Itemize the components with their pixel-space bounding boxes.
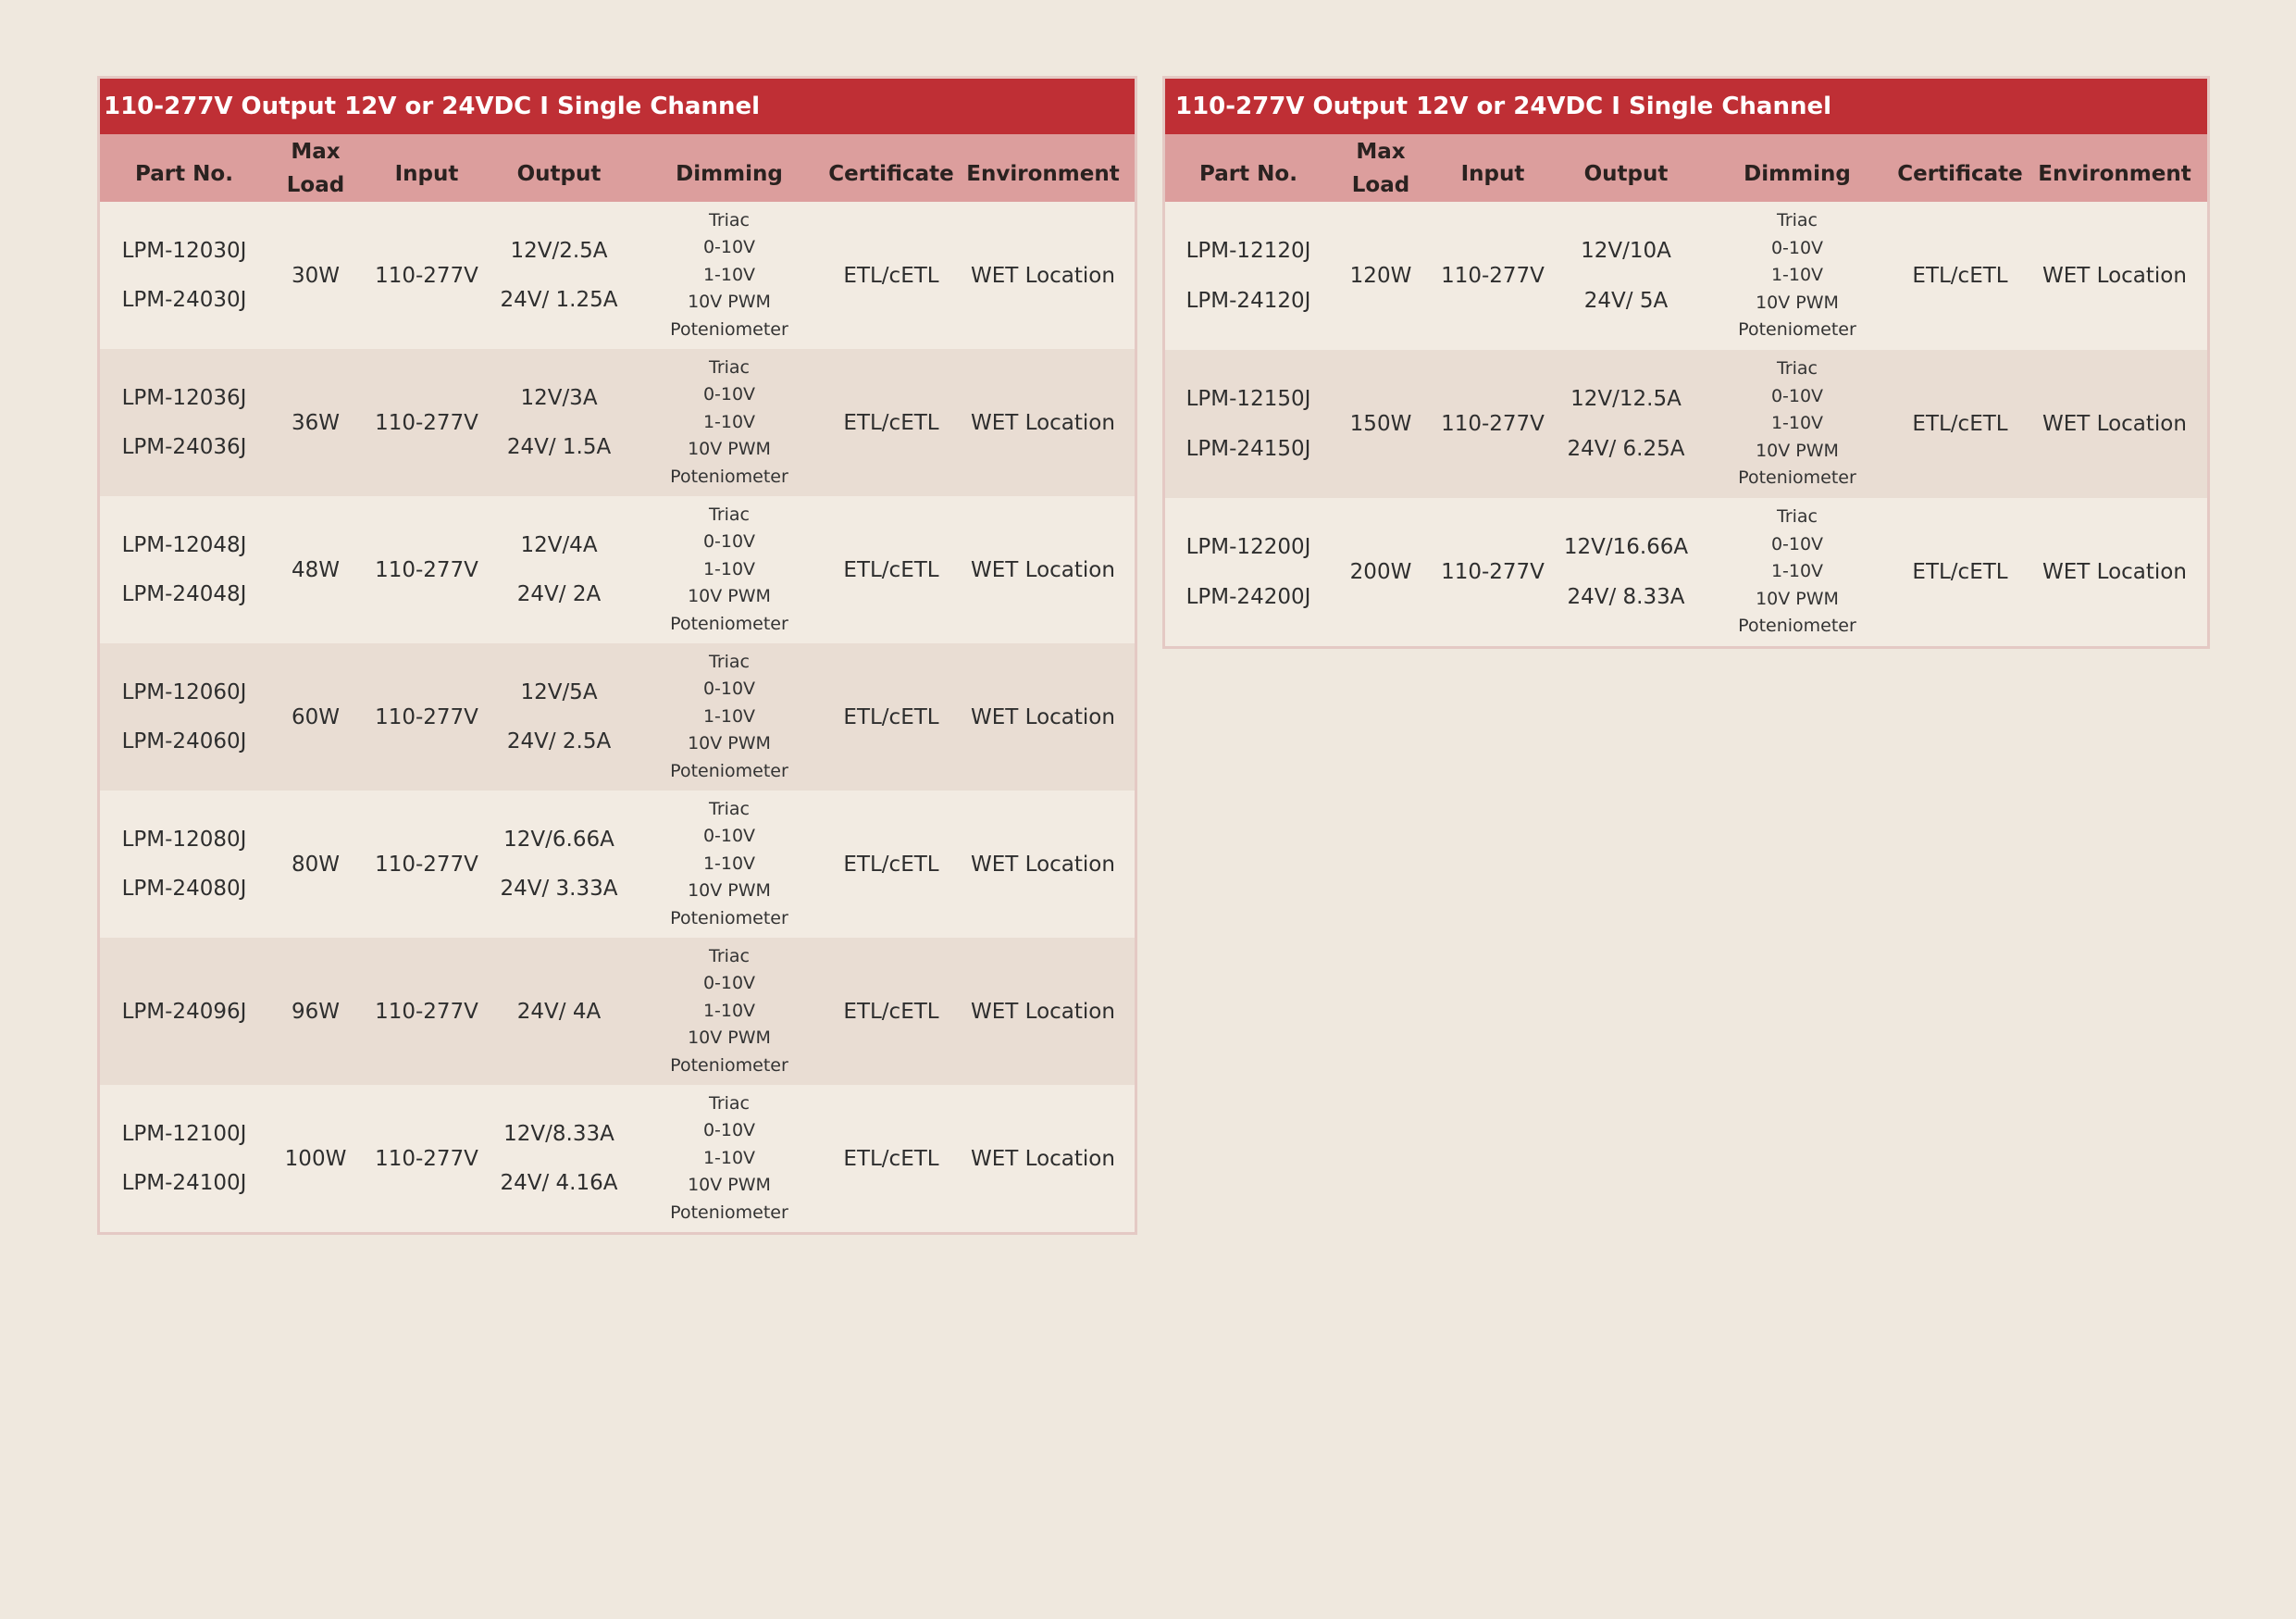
environment-cell: WET Location [2042, 412, 2187, 436]
dimming-option: 0-10V [702, 1120, 756, 1141]
part-no: LPM-24048J [121, 582, 247, 607]
dimming-option: 0-10V [702, 973, 756, 994]
table-row [100, 202, 1135, 349]
output-cell [490, 1085, 627, 1232]
table-header-row [1165, 134, 2207, 202]
part-no: LPM-12048J [121, 532, 247, 557]
certificate-cell: ETL/cETL [1912, 264, 2008, 288]
environment-cell: WET Location [971, 704, 1115, 729]
dimming-option: 10V PWM [688, 1175, 771, 1196]
dimming-option: Poteniometer [670, 1054, 788, 1076]
output-cell [490, 791, 627, 938]
part-no-cell [100, 1085, 268, 1232]
output-cell [1556, 498, 1696, 646]
dimming-option: 10V PWM [688, 880, 771, 902]
header-dimming: Dimming [1744, 161, 1851, 186]
part-no-cell [1165, 350, 1332, 498]
table-row [100, 643, 1135, 791]
part-no: LPM-12030J [121, 238, 247, 263]
input-cell: 110-277V [375, 1146, 478, 1171]
dimming-option: 10V PWM [688, 1027, 771, 1049]
environment-cell: WET Location [971, 1146, 1115, 1171]
max-load-cell: 150W [1349, 412, 1412, 436]
dimming-option: 0-10V [1770, 533, 1824, 554]
output-value: 12V/16.66A [1563, 535, 1689, 559]
header-input: Input [1460, 161, 1525, 186]
dimming-option: 1-10V [1770, 413, 1824, 434]
dimming-cell [627, 1085, 831, 1232]
output-value: 24V/ 6.25A [1567, 437, 1685, 461]
output-value: 12V/5A [520, 679, 598, 704]
output-cell [490, 643, 627, 791]
output-value: 24V/ 4.16A [500, 1171, 618, 1196]
header-dimming: Dimming [676, 161, 783, 186]
table-header-row [100, 134, 1135, 202]
output-value: 12V/12.5A [1570, 387, 1682, 411]
header-input: Input [394, 161, 459, 186]
part-no: LPM-24150J [1185, 437, 1311, 461]
dimming-option: 1-10V [702, 705, 756, 727]
output-cell [490, 349, 627, 496]
dimming-option: Triac [709, 945, 750, 966]
dimming-cell [627, 643, 831, 791]
dimming-option: 0-10V [702, 237, 756, 258]
part-no-cell [1165, 202, 1332, 350]
part-no: LPM-12036J [121, 385, 247, 410]
certificate-cell: ETL/cETL [1912, 412, 2008, 436]
certificate-cell: ETL/cETL [843, 410, 939, 435]
part-no: LPM-24200J [1185, 585, 1311, 609]
dimming-option: 1-10V [702, 411, 756, 432]
dimming-option: 10V PWM [1756, 440, 1839, 461]
table-row [1165, 350, 2207, 498]
dimming-option: Triac [1777, 210, 1818, 231]
max-load-cell: 96W [291, 999, 340, 1024]
dimming-cell [627, 349, 831, 496]
header-max-load-line2: Load [286, 172, 345, 197]
dimming-cell [627, 791, 831, 938]
dimming-option: 10V PWM [688, 439, 771, 460]
dimming-option: Triac [709, 504, 750, 525]
part-no-cell [100, 938, 268, 1085]
input-cell: 110-277V [1441, 264, 1545, 288]
input-cell: 110-277V [1441, 412, 1545, 436]
output-value: 24V/ 2A [516, 582, 602, 607]
output-value: 12V/3A [520, 385, 598, 410]
output-value: 24V/ 2.5A [506, 729, 612, 754]
dimming-cell [1696, 350, 1898, 498]
part-no: LPM-24096J [121, 999, 247, 1024]
spec-table-left [97, 76, 1137, 1235]
dimming-option: 0-10V [702, 679, 756, 700]
header-part-no: Part No. [135, 161, 233, 186]
part-no: LPM-24030J [121, 288, 247, 313]
table-title: 110-277V Output 12V or 24VDC I Single Channel [100, 79, 1135, 134]
dimming-option: Poteniometer [670, 1202, 788, 1223]
output-value: 24V/ 4A [516, 999, 602, 1024]
output-value: 24V/ 8.33A [1567, 585, 1685, 609]
header-max-load-line1: Max [291, 139, 341, 164]
dimming-option: 0-10V [702, 531, 756, 553]
dimming-option: Poteniometer [670, 760, 788, 781]
max-load-cell: 30W [291, 263, 340, 288]
input-cell: 110-277V [375, 557, 478, 582]
part-no: LPM-24060J [121, 729, 247, 754]
output-value: 24V/ 1.5A [506, 435, 612, 460]
dimming-option: 1-10V [702, 264, 756, 285]
dimming-option: 1-10V [1770, 265, 1824, 286]
dimming-option: 1-10V [702, 1000, 756, 1021]
dimming-option: Poteniometer [670, 613, 788, 634]
dimming-option: 1-10V [1770, 561, 1824, 582]
dimming-cell [1696, 202, 1898, 350]
dimming-option: 0-10V [702, 384, 756, 405]
part-no-cell [1165, 498, 1332, 646]
header-max-load [1332, 134, 1430, 202]
max-load-cell: 100W [284, 1146, 347, 1171]
dimming-option: Triac [709, 651, 750, 672]
dimming-option: 10V PWM [1756, 292, 1839, 313]
spec-table-right [1162, 76, 2210, 649]
dimming-cell [627, 938, 831, 1085]
input-cell: 110-277V [375, 410, 478, 435]
part-no: LPM-24036J [121, 435, 247, 460]
header-environment: Environment [2038, 161, 2191, 186]
part-no: LPM-12060J [121, 679, 247, 704]
part-no: LPM-12080J [121, 827, 247, 852]
table-row [100, 349, 1135, 496]
header-max-load-line1: Max [1356, 139, 1406, 164]
dimming-cell [1696, 498, 1898, 646]
dimming-option: Poteniometer [1738, 467, 1856, 489]
dimming-option: 0-10V [702, 826, 756, 847]
output-value: 24V/ 5A [1583, 289, 1669, 313]
dimming-option: 0-10V [1770, 385, 1824, 406]
environment-cell: WET Location [971, 263, 1115, 288]
max-load-cell: 80W [291, 852, 340, 877]
table-row [100, 496, 1135, 643]
environment-cell: WET Location [2042, 264, 2187, 288]
header-certificate: Certificate [828, 161, 954, 186]
dimming-option: 1-10V [702, 1147, 756, 1168]
input-cell: 110-277V [375, 263, 478, 288]
max-load-cell: 60W [291, 704, 340, 729]
dimming-option: Poteniometer [1738, 319, 1856, 341]
header-environment: Environment [966, 161, 1120, 186]
part-no-cell [100, 202, 268, 349]
environment-cell: WET Location [971, 999, 1115, 1024]
part-no-cell [100, 643, 268, 791]
output-value: 12V/10A [1581, 239, 1671, 263]
max-load-cell: 200W [1349, 560, 1412, 584]
dimming-option: Poteniometer [1738, 616, 1856, 637]
certificate-cell: ETL/cETL [843, 1146, 939, 1171]
header-certificate: Certificate [1897, 161, 2023, 186]
dimming-cell [627, 202, 831, 349]
dimming-option: Triac [709, 356, 750, 378]
dimming-option: Triac [709, 209, 750, 230]
environment-cell: WET Location [971, 410, 1115, 435]
part-no: LPM-24100J [121, 1171, 247, 1196]
dimming-option: 10V PWM [688, 292, 771, 313]
table-row [1165, 498, 2207, 646]
part-no: LPM-24080J [121, 877, 247, 902]
table-row [100, 1085, 1135, 1232]
environment-cell: WET Location [971, 557, 1115, 582]
max-load-cell: 120W [1349, 264, 1412, 288]
certificate-cell: ETL/cETL [843, 704, 939, 729]
input-cell: 110-277V [375, 999, 478, 1024]
certificate-cell: ETL/cETL [843, 557, 939, 582]
environment-cell: WET Location [2042, 560, 2187, 584]
dimming-option: Triac [709, 1092, 750, 1114]
output-cell [490, 496, 627, 643]
dimming-option: 1-10V [702, 558, 756, 579]
output-value: 12V/2.5A [510, 238, 608, 263]
part-no-cell [100, 791, 268, 938]
output-value: 12V/8.33A [503, 1121, 614, 1146]
output-value: 24V/ 1.25A [500, 288, 618, 313]
table-row [100, 938, 1135, 1085]
dimming-option: 10V PWM [688, 586, 771, 607]
header-max-load [268, 134, 363, 202]
dimming-option: Poteniometer [670, 318, 788, 340]
certificate-cell: ETL/cETL [843, 999, 939, 1024]
header-output: Output [1583, 161, 1669, 186]
dimming-option: 10V PWM [688, 733, 771, 754]
part-no: LPM-12100J [121, 1121, 247, 1146]
dimming-option: 1-10V [702, 853, 756, 874]
table-title: 110-277V Output 12V or 24VDC I Single Channel [1165, 79, 2207, 134]
max-load-cell: 48W [291, 557, 340, 582]
output-cell [1556, 202, 1696, 350]
part-no: LPM-24120J [1185, 289, 1311, 313]
certificate-cell: ETL/cETL [843, 852, 939, 877]
output-cell [1556, 350, 1696, 498]
certificate-cell: ETL/cETL [1912, 560, 2008, 584]
dimming-option: 0-10V [1770, 237, 1824, 258]
table-row [1165, 202, 2207, 350]
dimming-option: Triac [1777, 506, 1818, 528]
dimming-option: Poteniometer [670, 466, 788, 487]
dimming-cell [627, 496, 831, 643]
dimming-option: Triac [1777, 358, 1818, 380]
dimming-option: Poteniometer [670, 907, 788, 928]
part-no: LPM-12150J [1185, 387, 1311, 411]
certificate-cell: ETL/cETL [843, 263, 939, 288]
header-max-load-line2: Load [1351, 172, 1410, 197]
part-no-cell [100, 349, 268, 496]
table-row [100, 791, 1135, 938]
output-value: 12V/4A [520, 532, 598, 557]
output-value: 24V/ 3.33A [500, 877, 618, 902]
part-no: LPM-12200J [1185, 535, 1311, 559]
input-cell: 110-277V [375, 704, 478, 729]
input-cell: 110-277V [375, 852, 478, 877]
header-output: Output [516, 161, 602, 186]
output-cell [490, 938, 627, 1085]
part-no-cell [100, 496, 268, 643]
output-cell [490, 202, 627, 349]
dimming-option: Triac [709, 798, 750, 819]
environment-cell: WET Location [971, 852, 1115, 877]
dimming-option: 10V PWM [1756, 588, 1839, 609]
header-part-no: Part No. [1199, 161, 1297, 186]
input-cell: 110-277V [1441, 560, 1545, 584]
output-value: 12V/6.66A [503, 827, 614, 852]
max-load-cell: 36W [291, 410, 340, 435]
part-no: LPM-12120J [1185, 239, 1311, 263]
